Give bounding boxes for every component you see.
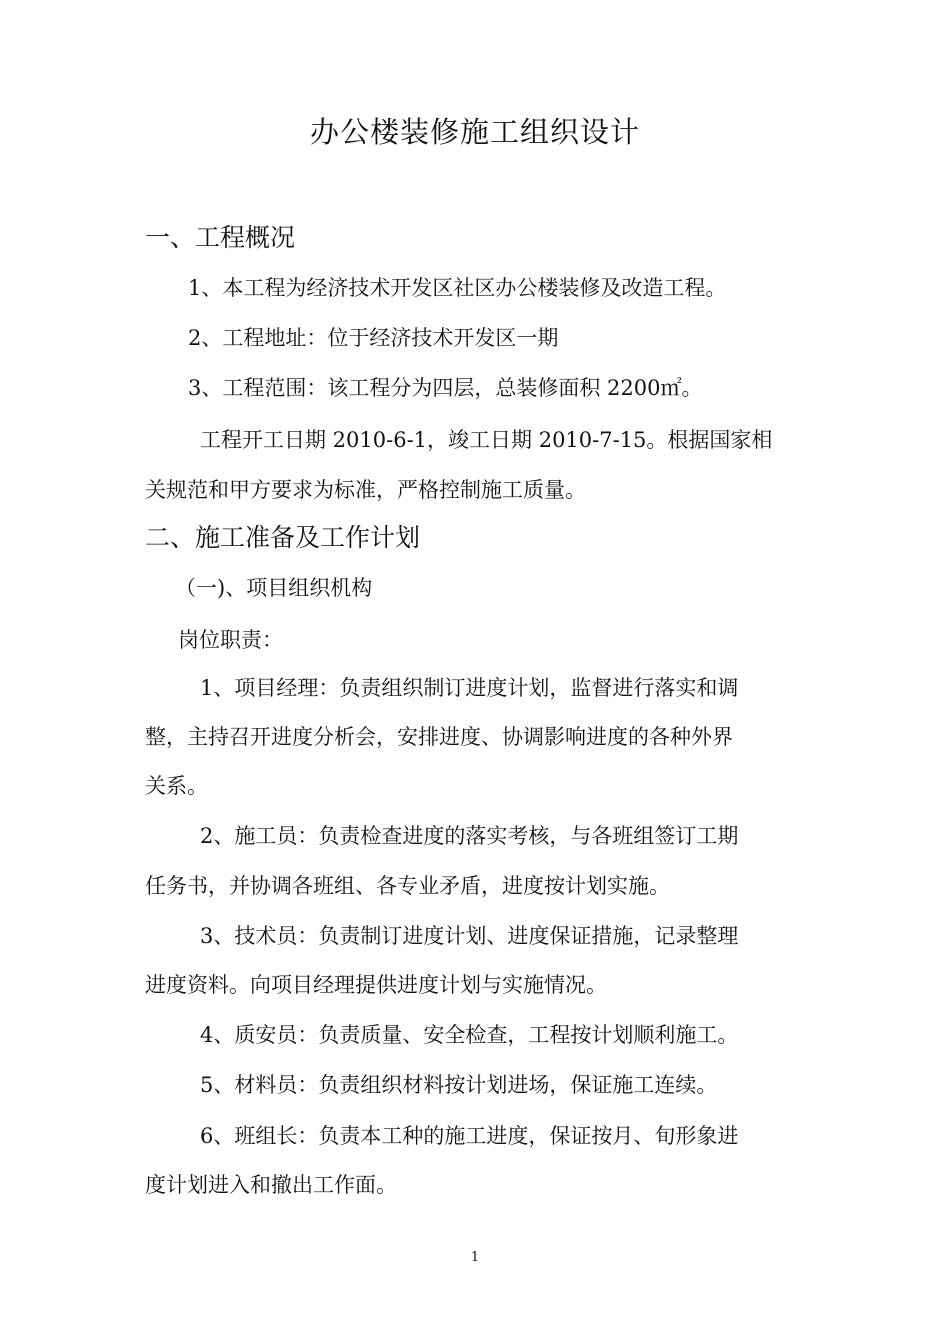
page-number: 1 [470, 1250, 480, 1265]
section-heading-preparation: 二、施工准备及工作计划 [145, 523, 421, 552]
duty-1-line-2: 整，主持召开进度分析会，安排进度、协调影响进度的各种外界 [145, 725, 733, 749]
subsection-heading-organization: （一)、项目组织机构 [175, 576, 373, 600]
duty-2-line-1: 2、施工员：负责检查进度的落实考核，与各班组签订工期 [200, 824, 739, 848]
duty-4: 4、质安员：负责质量、安全检查，工程按计划顺利施工。 [200, 1023, 739, 1047]
duty-6-line-1: 6、班组长：负责本工种的施工进度，保证按月、旬形象进 [200, 1124, 739, 1148]
duty-5: 5、材料员：负责组织材料按计划进场，保证施工连续。 [200, 1073, 718, 1097]
section-heading-overview: 一、工程概况 [145, 223, 296, 252]
overview-paragraph-line-2: 关规范和甲方要求为标准，严格控制施工质量。 [145, 478, 586, 502]
overview-item-3: 3、工程范围：该工程分为四层，总装修面积 2200㎡。 [188, 376, 703, 400]
duty-3-line-2: 进度资料。向项目经理提供进度计划与实施情况。 [145, 973, 607, 997]
overview-paragraph-line-1: 工程开工日期 2010-6-1，竣工日期 2010-7-15。根据国家相 [200, 428, 773, 452]
document-title: 办公楼装修施工组织设计 [309, 115, 640, 149]
overview-item-2: 2、工程地址：位于经济技术开发区一期 [188, 326, 559, 350]
duty-6-line-2: 度计划进入和撤出工作面。 [145, 1173, 397, 1197]
duty-1-line-1: 1、项目经理：负责组织制订进度计划，监督进行落实和调 [200, 676, 739, 700]
overview-item-1: 1、本工程为经济技术开发区社区办公楼装修及改造工程。 [188, 276, 727, 300]
duties-label: 岗位职责： [178, 628, 283, 652]
duty-1-line-3: 关系。 [145, 774, 208, 798]
duty-3-line-1: 3、技术员：负责制订进度计划、进度保证措施，记录整理 [200, 924, 739, 948]
duty-2-line-2: 任务书，并协调各班组、各专业矛盾，进度按计划实施。 [145, 874, 670, 898]
